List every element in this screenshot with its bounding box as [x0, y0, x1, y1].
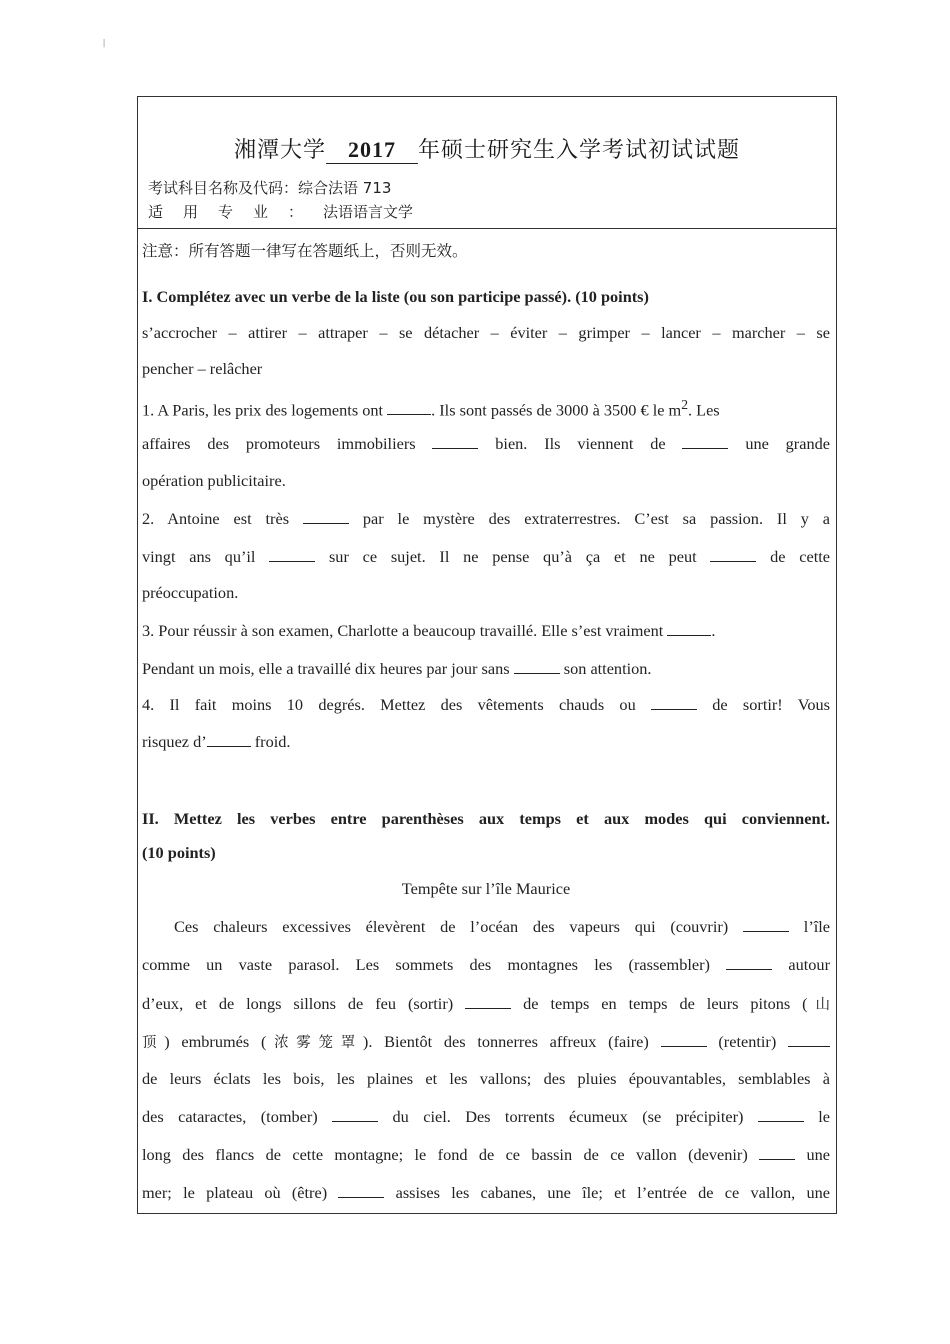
- exam-frame: [137, 96, 837, 1214]
- text: 2. Antoine est très: [142, 509, 290, 528]
- text: de temps en temps de leurs pitons (: [523, 994, 808, 1013]
- word-list-line-1: s’accrocher – attirer – attraper – se détacher – éviter – grimper – lancer – marcher – se: [142, 323, 830, 342]
- passage-title: Tempête sur l’île Maurice: [401, 879, 571, 898]
- text: son attention.: [563, 659, 652, 678]
- text: comme un vaste parasol. Les sommets des montagnes les (rassembler): [142, 955, 710, 974]
- subject-value: 综合法语 713: [298, 179, 392, 197]
- text: long des flancs de cette montagne; le fond de ce bassin de ce vallon (devenir): [142, 1145, 748, 1164]
- answer-blank: [651, 695, 697, 710]
- text: .: [711, 621, 716, 640]
- answer-blank: [788, 1032, 830, 1047]
- answer-blank: [726, 955, 772, 970]
- question-1-line-1: [142, 397, 830, 420]
- text: ). Bientôt des tonnerres affreux (faire): [362, 1032, 649, 1051]
- text: sur ce sujet. Il ne pense qu’à ça et ne peut: [328, 547, 697, 566]
- answer-blank: [758, 1107, 804, 1122]
- passage-line-6: [142, 1107, 830, 1127]
- answer-blank: [682, 434, 728, 449]
- text: mer; le plateau où (être): [142, 1183, 328, 1202]
- answer-blank: [338, 1183, 384, 1198]
- answer-blank: [465, 994, 511, 1009]
- page-title: [138, 133, 836, 164]
- superscript: 2: [681, 397, 688, 412]
- answer-blank: [432, 434, 478, 449]
- text: (retentir): [718, 1032, 777, 1051]
- text: du ciel. Des torrents écumeux (se précipiter): [392, 1107, 744, 1126]
- passage-line-3: [142, 993, 830, 1014]
- text: le: [818, 1107, 830, 1126]
- text: de cette: [770, 547, 831, 566]
- answer-blank: [759, 1145, 795, 1160]
- passage-line-4: [142, 1031, 830, 1052]
- notice: 注意：所有答题一律写在答题纸上，否则无效。: [142, 242, 468, 260]
- question-3-line-2: [142, 659, 830, 679]
- text: 1. A Paris, les prix des logements ont: [142, 400, 384, 420]
- question-3-line-1: [142, 621, 830, 641]
- text: par le mystère des extraterrestres. C’est sa passion. Il y a: [362, 509, 831, 528]
- text: ) embrumés (: [164, 1032, 267, 1051]
- scan-mark: ╵: [100, 40, 109, 56]
- passage-line-1: [142, 917, 830, 937]
- answer-blank: [710, 547, 756, 562]
- major-line: [148, 201, 413, 222]
- passage-line-2: [142, 955, 830, 975]
- text: bien. Ils viennent de: [495, 434, 666, 453]
- section2-title-line-2: (10 points): [142, 843, 216, 862]
- subject-label: 考试科目名称及代码：: [148, 179, 299, 197]
- question-2-line-1: [142, 509, 830, 529]
- major-value: 法语语言文学: [323, 203, 414, 221]
- answer-blank: [667, 621, 711, 636]
- answer-blank: [514, 659, 560, 674]
- text: affaires des promoteurs immobiliers: [142, 434, 416, 453]
- text: 3. Pour réussir à son examen, Charlotte a beaucoup travaillé. Elle s’est vraiment: [142, 621, 664, 640]
- question-2-line-3: préoccupation.: [142, 583, 239, 602]
- text: . Les: [688, 400, 720, 420]
- question-2-line-2: [142, 547, 830, 567]
- text: Ces chaleurs excessives élevèrent de l’océan des vapeurs qui (couvrir): [174, 917, 729, 936]
- question-1-line-2: [142, 434, 830, 454]
- answer-blank: [743, 917, 789, 932]
- text: autour: [788, 955, 830, 974]
- answer-blank: [207, 732, 251, 747]
- cjk-gloss: 浓雾笼罩: [266, 1035, 363, 1051]
- text: 4. Il fait moins 10 degrés. Mettez des vêtements chauds ou: [142, 695, 636, 714]
- question-1-line-3: opération publicitaire.: [142, 471, 286, 490]
- text: de sortir! Vous: [712, 695, 830, 714]
- text: d’eux, et de longs sillons de feu (sortir): [142, 994, 454, 1013]
- text: une: [806, 1145, 831, 1164]
- answer-blank: [387, 400, 431, 415]
- cjk-gloss: 山: [807, 997, 831, 1013]
- passage-line-8: [142, 1183, 830, 1203]
- word-list-line-2: pencher – relâcher: [142, 359, 263, 378]
- cjk-gloss: 顶: [142, 1035, 165, 1051]
- text: . Ils sont passés de 3000 à 3500 € le m: [431, 400, 682, 420]
- exam-header: [138, 97, 836, 229]
- text: vingt ans qu’il: [142, 547, 256, 566]
- passage-line-7: [142, 1145, 830, 1165]
- text: Pendant un mois, elle a travaillé dix heures par jour sans: [142, 659, 510, 678]
- text: froid.: [254, 732, 291, 751]
- text: une grande: [745, 434, 830, 453]
- title-prefix: 湘潭大学: [233, 138, 326, 163]
- question-4-line-2: [142, 732, 830, 752]
- section2-title-line-1: II. Mettez les verbes entre parenthèses aux temps et aux modes qui conviennent.: [142, 809, 830, 828]
- title-suffix: 年硕士研究生入学考试初试试题: [418, 138, 741, 163]
- text: assises les cabanes, une île; et l’entrée de ce vallon, une: [395, 1183, 830, 1202]
- exam-year: 2017: [326, 137, 418, 164]
- passage-line-5: de leurs éclats les bois, les plaines et les vallons; des pluies épouvantables, semblables à: [142, 1069, 830, 1088]
- text: l’île: [803, 917, 831, 936]
- subject-line: [148, 177, 391, 198]
- answer-blank: [269, 547, 315, 562]
- major-label: 适用专业：: [148, 203, 324, 221]
- text: des cataractes, (tomber): [142, 1107, 318, 1126]
- question-4-line-1: [142, 695, 830, 715]
- answer-blank: [332, 1107, 378, 1122]
- text: risquez d’: [142, 732, 207, 751]
- answer-blank: [303, 509, 349, 524]
- section1-title: I. Complétez avec un verbe de la liste (ou son participe passé). (10 points): [142, 287, 649, 306]
- answer-blank: [661, 1032, 707, 1047]
